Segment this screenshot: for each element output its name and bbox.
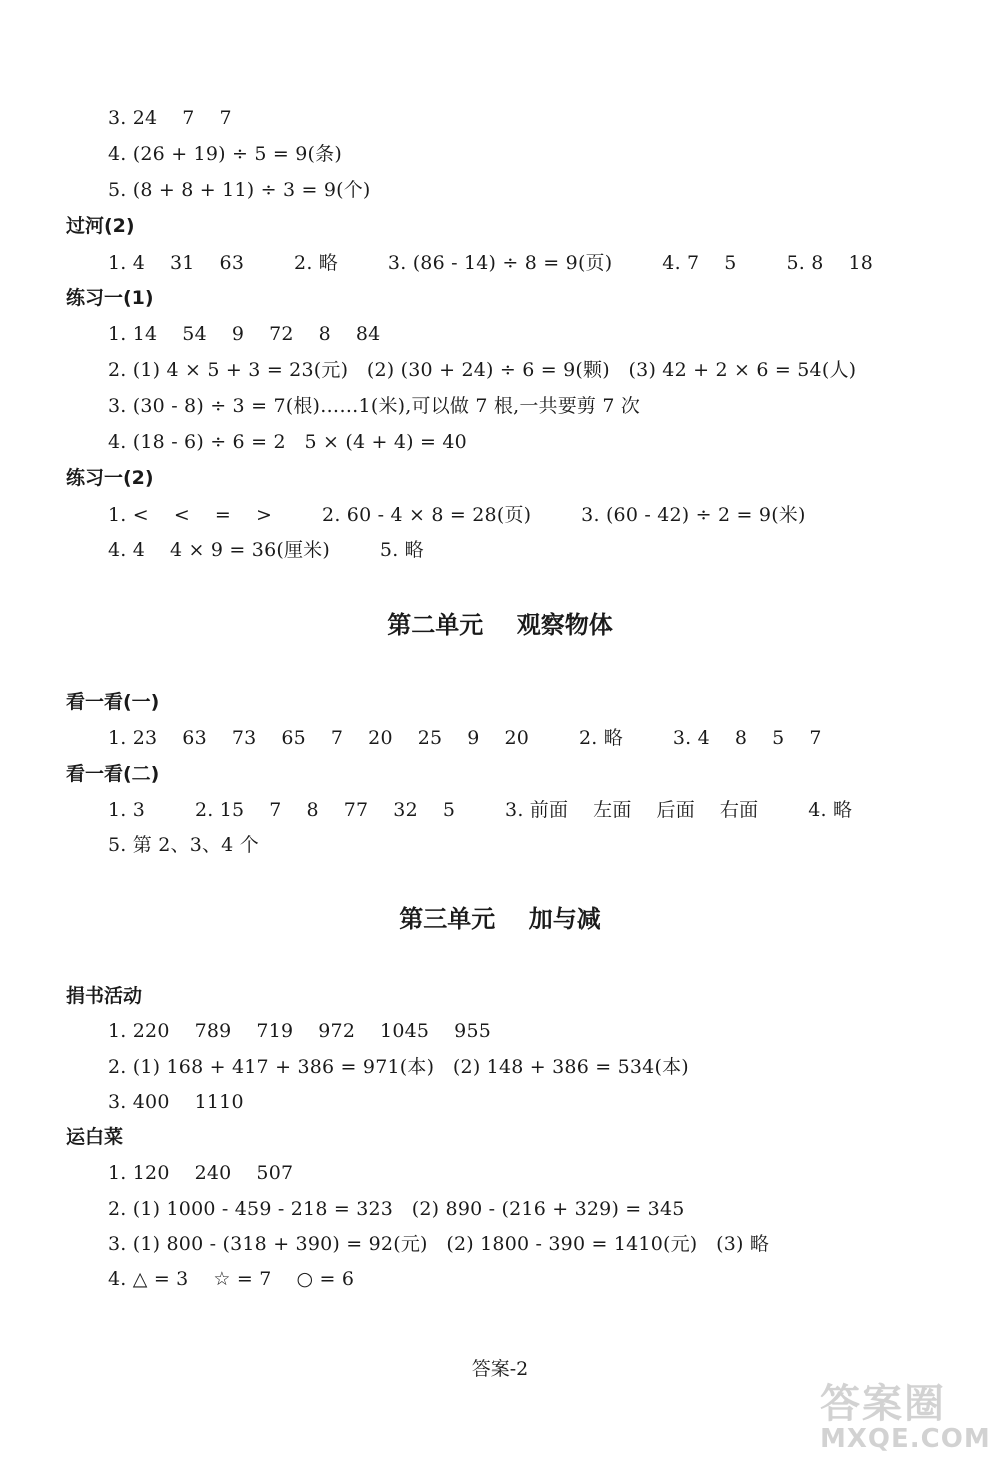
watermark-bottom-text: MXQE.COM <box>820 1424 991 1454</box>
section-title: 捐书活动 <box>66 985 143 1007</box>
answer-line: 3. 400 1110 <box>108 1091 244 1113</box>
answer-line: 4. (26 + 19) ÷ 5 = 9(条) <box>108 143 342 165</box>
section-title: 过河(2) <box>66 215 135 237</box>
answer-line: 1. 3 2. 15 7 8 77 32 5 3. 前面 左面 后面 右面 4. 略 <box>108 799 853 821</box>
unit-heading: 第三单元 加与减 <box>399 905 601 933</box>
answer-line: 2. (1) 1000 - 459 - 218 = 323 (2) 890 - (216 + 329) = 345 <box>108 1198 685 1220</box>
section-title: 看一看(二) <box>66 763 160 785</box>
unit-heading: 第二单元 观察物体 <box>387 611 613 639</box>
watermark-top-text: 答案圈 <box>820 1381 946 1427</box>
answer-line: 3. 24 7 7 <box>108 107 232 129</box>
answer-line: 1. 14 54 9 72 8 84 <box>108 323 381 345</box>
answer-line: 3. (1) 800 - (318 + 390) = 92(元) (2) 1800 - 390 = 1410(元) (3) 略 <box>108 1233 770 1255</box>
answer-line: 1. 220 789 719 972 1045 955 <box>108 1020 492 1042</box>
answer-line: 1. 23 63 73 65 7 20 25 9 20 2. 略 3. 4 8 5 7 <box>108 727 822 749</box>
section-title: 看一看(一) <box>66 691 160 713</box>
answer-line: 4. △ = 3 ☆ = 7 ○ = 6 <box>108 1268 355 1290</box>
section-title: 运白菜 <box>66 1126 124 1148</box>
section-title: 练习一(1) <box>66 287 154 309</box>
answer-line: 2. (1) 168 + 417 + 386 = 971(本) (2) 148 + 386 = 534(本) <box>108 1056 689 1078</box>
answer-line: 2. (1) 4 × 5 + 3 = 23(元) (2) (30 + 24) ÷ 6 = 9(颗) (3) 42 + 2 × 6 = 54(人) <box>108 359 857 381</box>
answer-line: 1. 4 31 63 2. 略 3. (86 - 14) ÷ 8 = 9(页) 4. 7 5 5. 8 18 <box>108 252 874 274</box>
answer-line: 5. (8 + 8 + 11) ÷ 3 = 9(个) <box>108 179 371 201</box>
answer-line: 3. (30 - 8) ÷ 3 = 7(根)……1(米),可以做 7 根,一共要剪 7 次 <box>108 395 641 417</box>
section-title: 练习一(2) <box>66 467 154 489</box>
answer-line: 4. 4 4 × 9 = 36(厘米) 5. 略 <box>108 539 424 561</box>
watermark-logo <box>820 1382 990 1454</box>
page-number: 答案-2 <box>471 1358 529 1380</box>
answer-line: 1. 120 240 507 <box>108 1162 294 1184</box>
answer-line: 4. (18 - 6) ÷ 6 = 2 5 × (4 + 4) = 40 <box>108 431 467 453</box>
answer-line: 5. 第 2、3、4 个 <box>108 834 259 856</box>
answer-line: 1. < < = > 2. 60 - 4 × 8 = 28(页) 3. (60 - 42) ÷ 2 = 9(米) <box>108 504 806 526</box>
